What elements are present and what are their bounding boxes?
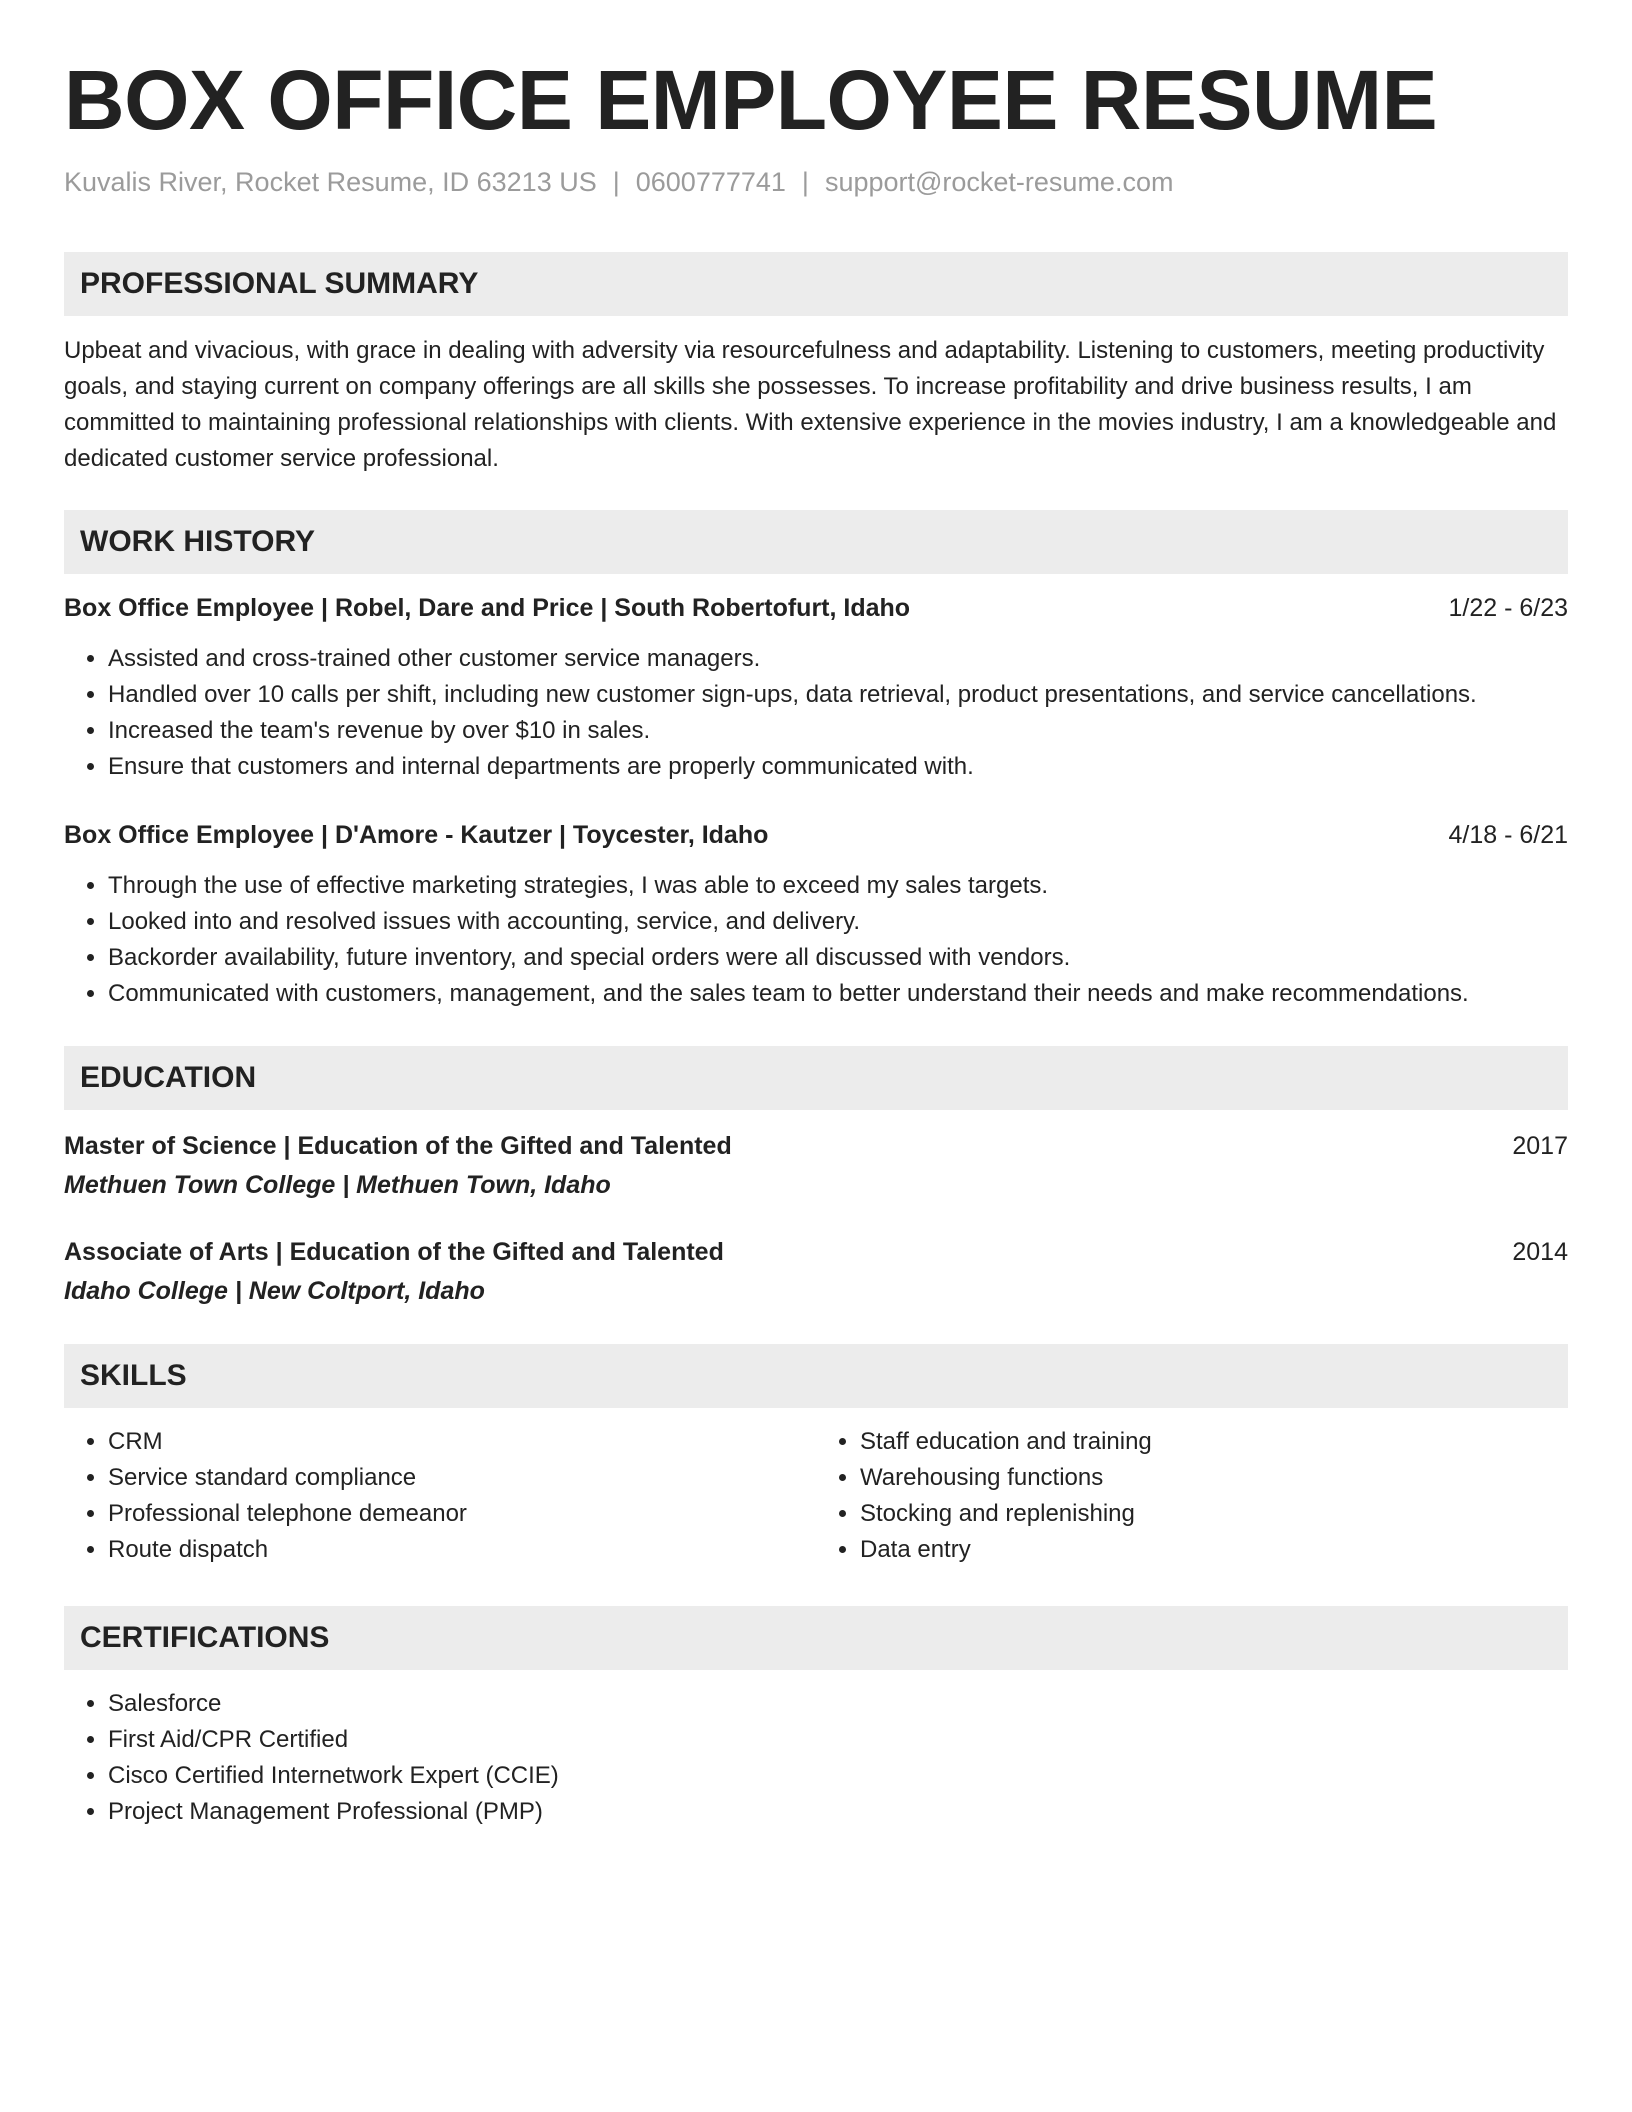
skills-columns (64, 1424, 1568, 1568)
job-header (64, 594, 1568, 623)
contact-phone: 0600777741 (635, 167, 786, 197)
skill-item: • Staff education and training (860, 1424, 1568, 1460)
section-heading-certifications: CERTIFICATIONS (64, 1606, 1568, 1670)
education-degree: Associate of Arts | Education of the Gifted and Talented (64, 1238, 724, 1267)
job-bullet: • Ensure that customers and internal departments are properly communicated with. (108, 749, 1568, 785)
job-bullets (64, 641, 1568, 785)
job-bullet: • Assisted and cross-trained other customer service managers. (108, 641, 1568, 677)
education-year: 2014 (1512, 1238, 1568, 1267)
section-heading-work-history: WORK HISTORY (64, 510, 1568, 574)
job-bullets (64, 868, 1568, 1012)
certification-item: • Cisco Certified Internetwork Expert (CCIE) (108, 1758, 1568, 1794)
certification-item: • First Aid/CPR Certified (108, 1722, 1568, 1758)
education-year: 2017 (1512, 1132, 1568, 1161)
job-title: Box Office Employee | D'Amore - Kautzer | Toycester, Idaho (64, 821, 769, 850)
education-school: Methuen Town College | Methuen Town, Idaho (64, 1171, 611, 1200)
certifications-list (64, 1686, 1568, 1830)
job-bullet: • Handled over 10 calls per shift, including new customer sign-ups, data retrieval, product presentations, and service cancellations. (108, 677, 1568, 713)
contact-email: support@rocket-resume.com (824, 167, 1174, 197)
contact-separator: | (801, 167, 809, 197)
job-bullet: • Looked into and resolved issues with accounting, service, and delivery. (108, 904, 1568, 940)
job-bullet: • Backorder availability, future inventory, and special orders were all discussed with vendors. (108, 940, 1568, 976)
job-header (64, 821, 1568, 850)
resume-title: BOX OFFICE EMPLOYEE RESUME (64, 53, 1438, 147)
section-heading-skills: SKILLS (64, 1344, 1568, 1408)
job-bullet: • Communicated with customers, management, and the sales team to better understand their needs and make recommendations. (108, 976, 1568, 1012)
skills-list-right (816, 1424, 1568, 1568)
job-dates: 1/22 - 6/23 (1448, 594, 1568, 623)
job-dates: 4/18 - 6/21 (1448, 821, 1568, 850)
job-bullet: • Increased the team's revenue by over $10 in sales. (108, 713, 1568, 749)
job-title: Box Office Employee | Robel, Dare and Price | South Robertofurt, Idaho (64, 594, 911, 623)
summary-text: Upbeat and vivacious, with grace in dealing with adversity via resourcefulness and adaptability. Listening to customers, meeting productivity goals, and staying current on company offerings are all skills she possesses. To increase profitability and drive business results, I am committed to maintaining professional relationships with clients. With extensive experience in the movies industry, I am a knowledgeable and dedicated customer service professional. (64, 337, 1557, 473)
education-header (64, 1132, 1568, 1161)
section-heading-education: EDUCATION (64, 1046, 1568, 1110)
certification-item: • Salesforce (108, 1686, 1568, 1722)
skills-list-left (64, 1424, 816, 1568)
skill-item: • Data entry (860, 1532, 1568, 1568)
education-header (64, 1238, 1568, 1267)
skill-item: • Service standard compliance (108, 1460, 816, 1496)
contact-line (64, 166, 1568, 198)
education-degree: Master of Science | Education of the Gifted and Talented (64, 1132, 732, 1161)
certification-item: • Project Management Professional (PMP) (108, 1794, 1568, 1830)
skill-item: • Stocking and replenishing (860, 1496, 1568, 1532)
skill-item: • Route dispatch (108, 1532, 816, 1568)
section-heading-summary: PROFESSIONAL SUMMARY (64, 252, 1568, 316)
job-bullet: • Through the use of effective marketing strategies, I was able to exceed my sales targets. (108, 868, 1568, 904)
education-school: Idaho College | New Coltport, Idaho (64, 1277, 485, 1306)
skill-item: • Professional telephone demeanor (108, 1496, 816, 1532)
contact-separator: | (612, 167, 620, 197)
skill-item: • Warehousing functions (860, 1460, 1568, 1496)
skill-item: • CRM (108, 1424, 816, 1460)
contact-address: Kuvalis River, Rocket Resume, ID 63213 US (64, 167, 597, 197)
